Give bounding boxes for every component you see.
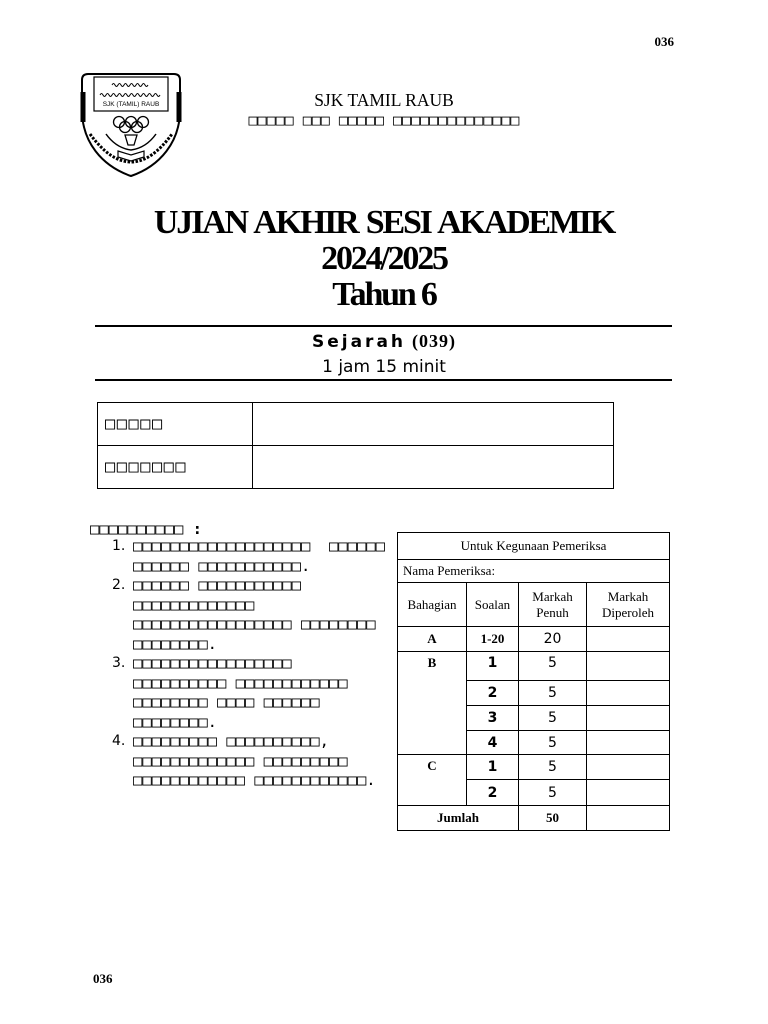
table-row	[398, 652, 670, 681]
page-code-top: 036	[654, 34, 674, 49]
full-marks-cell: 20	[519, 627, 587, 652]
instruction-line: □□□□□□□□□□□□ □□□□□□□□□□□□.	[133, 771, 376, 789]
instruction-line: □□□□□□□□□□□□□□□□□□□ □□□□□□	[133, 537, 385, 555]
instruction-item	[105, 576, 395, 654]
table-row	[398, 755, 670, 780]
instruction-number: 2.	[112, 577, 126, 593]
instruction-line: □□□□□□□□□□□□□□□□□	[133, 654, 292, 672]
student-class-label-cell	[98, 446, 253, 489]
question-cell: 1	[467, 755, 519, 780]
marking-table-title: Untuk Kegunaan Pemeriksa	[398, 533, 670, 560]
total-marks-obtained	[587, 806, 670, 831]
marks-obtained-cell	[587, 780, 670, 806]
marks-obtained-cell	[587, 706, 670, 731]
total-label: Jumlah	[398, 806, 519, 831]
instruction-number: 3.	[112, 655, 126, 671]
subject-code: (039)	[412, 331, 457, 351]
full-marks-cell: 5	[519, 652, 587, 681]
full-marks-cell: 5	[519, 706, 587, 731]
exam-title-line-1: UJIAN AKHIR SESI AKADEMIK	[153, 204, 615, 241]
exam-year: 2024/2025	[321, 240, 447, 277]
question-cell: 2	[467, 780, 519, 806]
school-name: SJK TAMIL RAUB	[314, 90, 454, 110]
instruction-number: 4.	[112, 733, 126, 749]
table-row	[398, 627, 670, 652]
instruction-item	[105, 537, 395, 576]
student-name-label-cell	[98, 403, 253, 446]
instruction-line: □□□□□□□□□□□□□□□□□ □□□□□□□□	[133, 615, 376, 633]
instruction-line: □□□□□□□□□□□□□	[133, 595, 255, 614]
examiner-name-label: Nama Pemeriksa:	[398, 560, 670, 583]
marks-obtained-cell	[587, 652, 670, 681]
total-full-marks: 50	[519, 806, 587, 831]
instruction-line: □□□□□□□□□□□□□ □□□□□□□□□	[133, 751, 348, 770]
marking-table-header-row	[398, 583, 670, 627]
section-cell: C	[398, 755, 467, 806]
header-full-marks: Markah Penuh	[519, 583, 587, 627]
school-name-tamil: □□□□□ □□□ □□□□□ □□□□□□□□□□□□□□	[248, 111, 520, 129]
total-row	[398, 806, 670, 831]
student-info-table	[97, 402, 614, 489]
instruction-line: □□□□□□□□.	[133, 634, 217, 653]
header-question: Soalan	[467, 583, 519, 627]
marks-obtained-cell	[587, 627, 670, 652]
full-marks-cell: 5	[519, 755, 587, 780]
instruction-line: □□□□□□ □□□□□□□□□□□	[133, 576, 301, 594]
exam-title	[0, 205, 768, 313]
subject-name: Sejarah	[311, 332, 407, 352]
page-code-bottom: 036	[93, 971, 113, 986]
student-class-label: □□□□□□□	[105, 457, 188, 477]
instructions-heading: □□□□□□□□□□ :	[90, 520, 202, 538]
full-marks-cell: 5	[519, 731, 587, 755]
instruction-number: 1.	[112, 538, 126, 554]
instructions-list	[105, 537, 395, 791]
student-class-row	[98, 446, 614, 489]
full-marks-cell: 5	[519, 780, 587, 806]
marks-obtained-cell	[587, 681, 670, 706]
question-cell: 3	[467, 706, 519, 731]
instruction-item	[105, 732, 395, 791]
student-name-row	[98, 403, 614, 446]
header-marks-obtained: Markah Diperoleh	[587, 583, 670, 627]
instruction-line: □□□□□□□□□ □□□□□□□□□□,	[133, 732, 329, 750]
divider-top	[95, 325, 672, 327]
marks-obtained-cell	[587, 731, 670, 755]
header-section: Bahagian	[398, 583, 467, 627]
question-cell: 2	[467, 681, 519, 706]
question-cell: 1-20	[467, 627, 519, 652]
student-name-label: □□□□□	[105, 414, 164, 434]
divider-bottom	[95, 379, 672, 381]
section-cell: B	[398, 652, 467, 755]
full-marks-cell: 5	[519, 681, 587, 706]
instruction-item	[105, 654, 395, 732]
instruction-line: □□□□□□□□.	[133, 712, 217, 731]
question-cell: 4	[467, 731, 519, 755]
examiner-name-row	[398, 560, 670, 583]
instruction-line: □□□□□□□□ □□□□ □□□□□□	[133, 693, 320, 711]
marks-obtained-cell	[587, 755, 670, 780]
exam-grade: Tahun 6	[332, 276, 436, 313]
section-cell: A	[398, 627, 467, 652]
exam-duration: 1 jam 15 minit	[322, 357, 446, 377]
question-cell: 1	[467, 652, 519, 681]
instruction-line: □□□□□□ □□□□□□□□□□□.	[133, 556, 311, 575]
subject-line	[0, 330, 768, 354]
marking-table-title-row	[398, 533, 670, 560]
examiner-marking-table	[397, 532, 670, 831]
logo-text: SJK (TAMIL) RAUB	[102, 101, 160, 108]
student-name-field	[253, 403, 614, 446]
student-class-field	[253, 446, 614, 489]
instruction-line: □□□□□□□□□□ □□□□□□□□□□□□	[133, 673, 348, 692]
